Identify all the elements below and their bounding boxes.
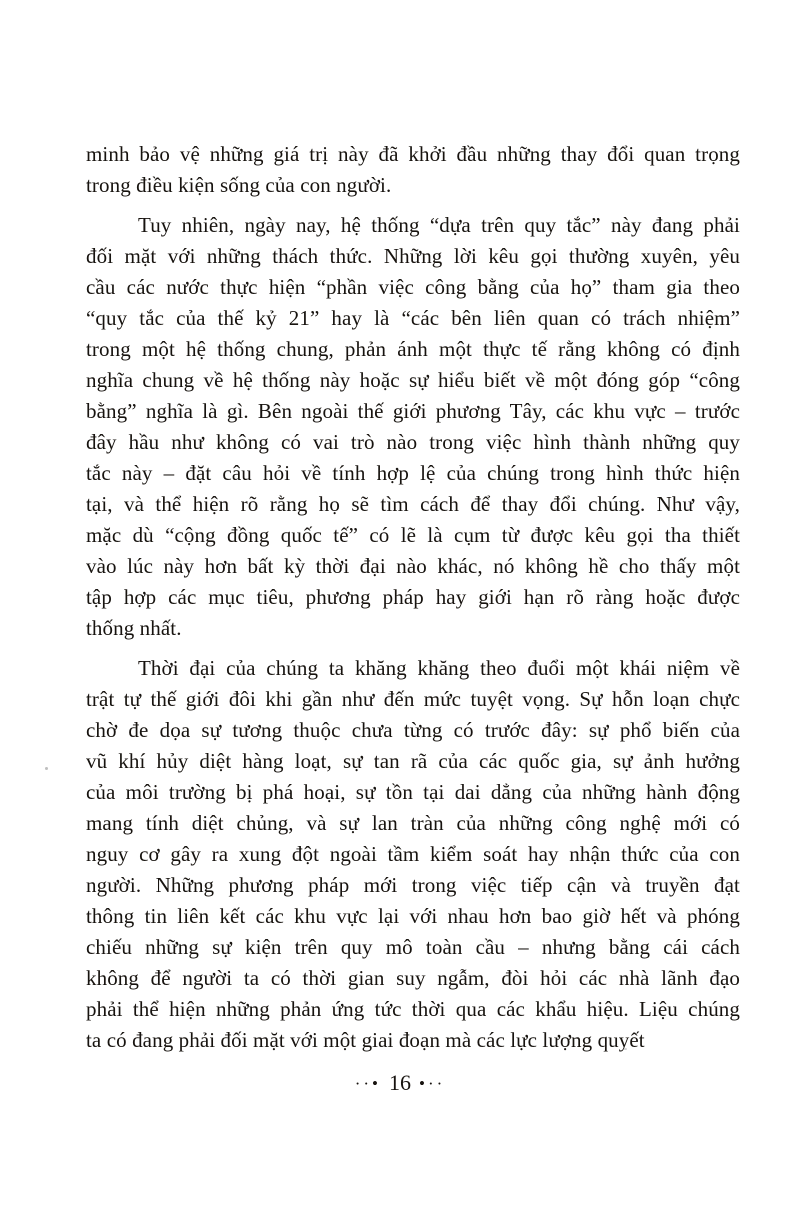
text-line: bằng” nghĩa là gì. Bên ngoài thế giới phương Tây, các khu vực – trước	[86, 399, 740, 423]
text-line: của môi trường bị phá hoại, sự tồn tại dai dẳng của những hành động	[86, 780, 740, 804]
paragraph	[86, 210, 740, 644]
text-line: phải thể hiện những phản ứng tức thời qua các khẩu hiệu. Liệu chúng	[86, 997, 740, 1021]
text-line: trong điều kiện sống của con người.	[86, 173, 392, 197]
text-line: minh bảo vệ những giá trị này đã khởi đầu những thay đổi quan trọng	[86, 142, 740, 166]
paragraph	[86, 139, 740, 201]
scan-speck	[624, 1048, 627, 1050]
text-line: tắc này – đặt câu hỏi về tính hợp lệ của chúng trong hình thức hiện	[86, 461, 740, 485]
text-line: Thời đại của chúng ta khăng khăng theo đuổi một khái niệm về	[138, 656, 740, 680]
text-line: chiếu những sự kiện trên quy mô toàn cầu – nhưng bằng cái cách	[86, 935, 740, 959]
text-line: tại, và thể hiện rõ rằng họ sẽ tìm cách để thay đổi chúng. Như vậy,	[86, 492, 740, 516]
text-line: đối mặt với những thách thức. Những lời kêu gọi thường xuyên, yêu	[86, 244, 740, 268]
page-body-text	[86, 139, 740, 1056]
text-line: mặc dù “cộng đồng quốc tế” có lẽ là cụm từ được kêu gọi tha thiết	[86, 523, 740, 547]
text-line: vũ khí hủy diệt hàng loạt, sự tan rã của các quốc gia, sự ảnh hưởng	[86, 749, 740, 773]
text-line: người. Những phương pháp mới trong việc tiếp cận và truyền đạt	[86, 873, 740, 897]
text-line: nguy cơ gây ra xung đột ngoài tầm kiểm soát hay nhận thức của con	[86, 842, 740, 866]
footer-ornament-left: ··•	[354, 1074, 381, 1093]
text-line: tập hợp các mục tiêu, phương pháp hay giới hạn rõ ràng hoặc được	[86, 585, 740, 609]
text-line: trật tự thế giới đôi khi gần như đến mức tuyệt vọng. Sự hỗn loạn chực	[86, 687, 740, 711]
page-footer	[0, 1068, 800, 1099]
text-line: thống nhất.	[86, 616, 182, 640]
text-line: thông tin liên kết các khu vực lại với nhau hơn bao giờ hết và phóng	[86, 904, 740, 928]
text-line: trong một hệ thống chung, phản ánh một thực tế rằng không có định	[86, 337, 740, 361]
text-line: chờ đe dọa sự tương thuộc chưa từng có trước đây: sự phổ biến của	[86, 718, 740, 742]
text-line: “quy tắc của thế kỷ 21” hay là “các bên liên quan có trách nhiệm”	[86, 306, 740, 330]
footer-ornament-right: •··	[419, 1074, 446, 1093]
text-line: đây hầu như không có vai trò nào trong việc hình thành những quy	[86, 430, 740, 454]
text-line: không để người ta có thời gian suy ngẫm, đòi hỏi các nhà lãnh đạo	[86, 966, 740, 990]
paragraph	[86, 653, 740, 1056]
text-line: cầu các nước thực hiện “phần việc công bằng của họ” tham gia theo	[86, 275, 740, 299]
text-line: mang tính diệt chủng, và sự lan tràn của những công nghệ mới có	[86, 811, 740, 835]
text-line: Tuy nhiên, ngày nay, hệ thống “dựa trên quy tắc” này đang phải	[138, 213, 740, 237]
text-line: nghĩa chung về hệ thống này hoặc sự hiểu biết về một đóng góp “công	[86, 368, 740, 392]
page-number: 16	[389, 1070, 411, 1095]
text-line: vào lúc này hơn bất kỳ thời đại nào khác, nó không hề cho thấy một	[86, 554, 740, 578]
text-line: ta có đang phải đối mặt với một giai đoạn mà các lực lượng quyết	[86, 1028, 645, 1052]
scan-speck	[45, 767, 48, 770]
